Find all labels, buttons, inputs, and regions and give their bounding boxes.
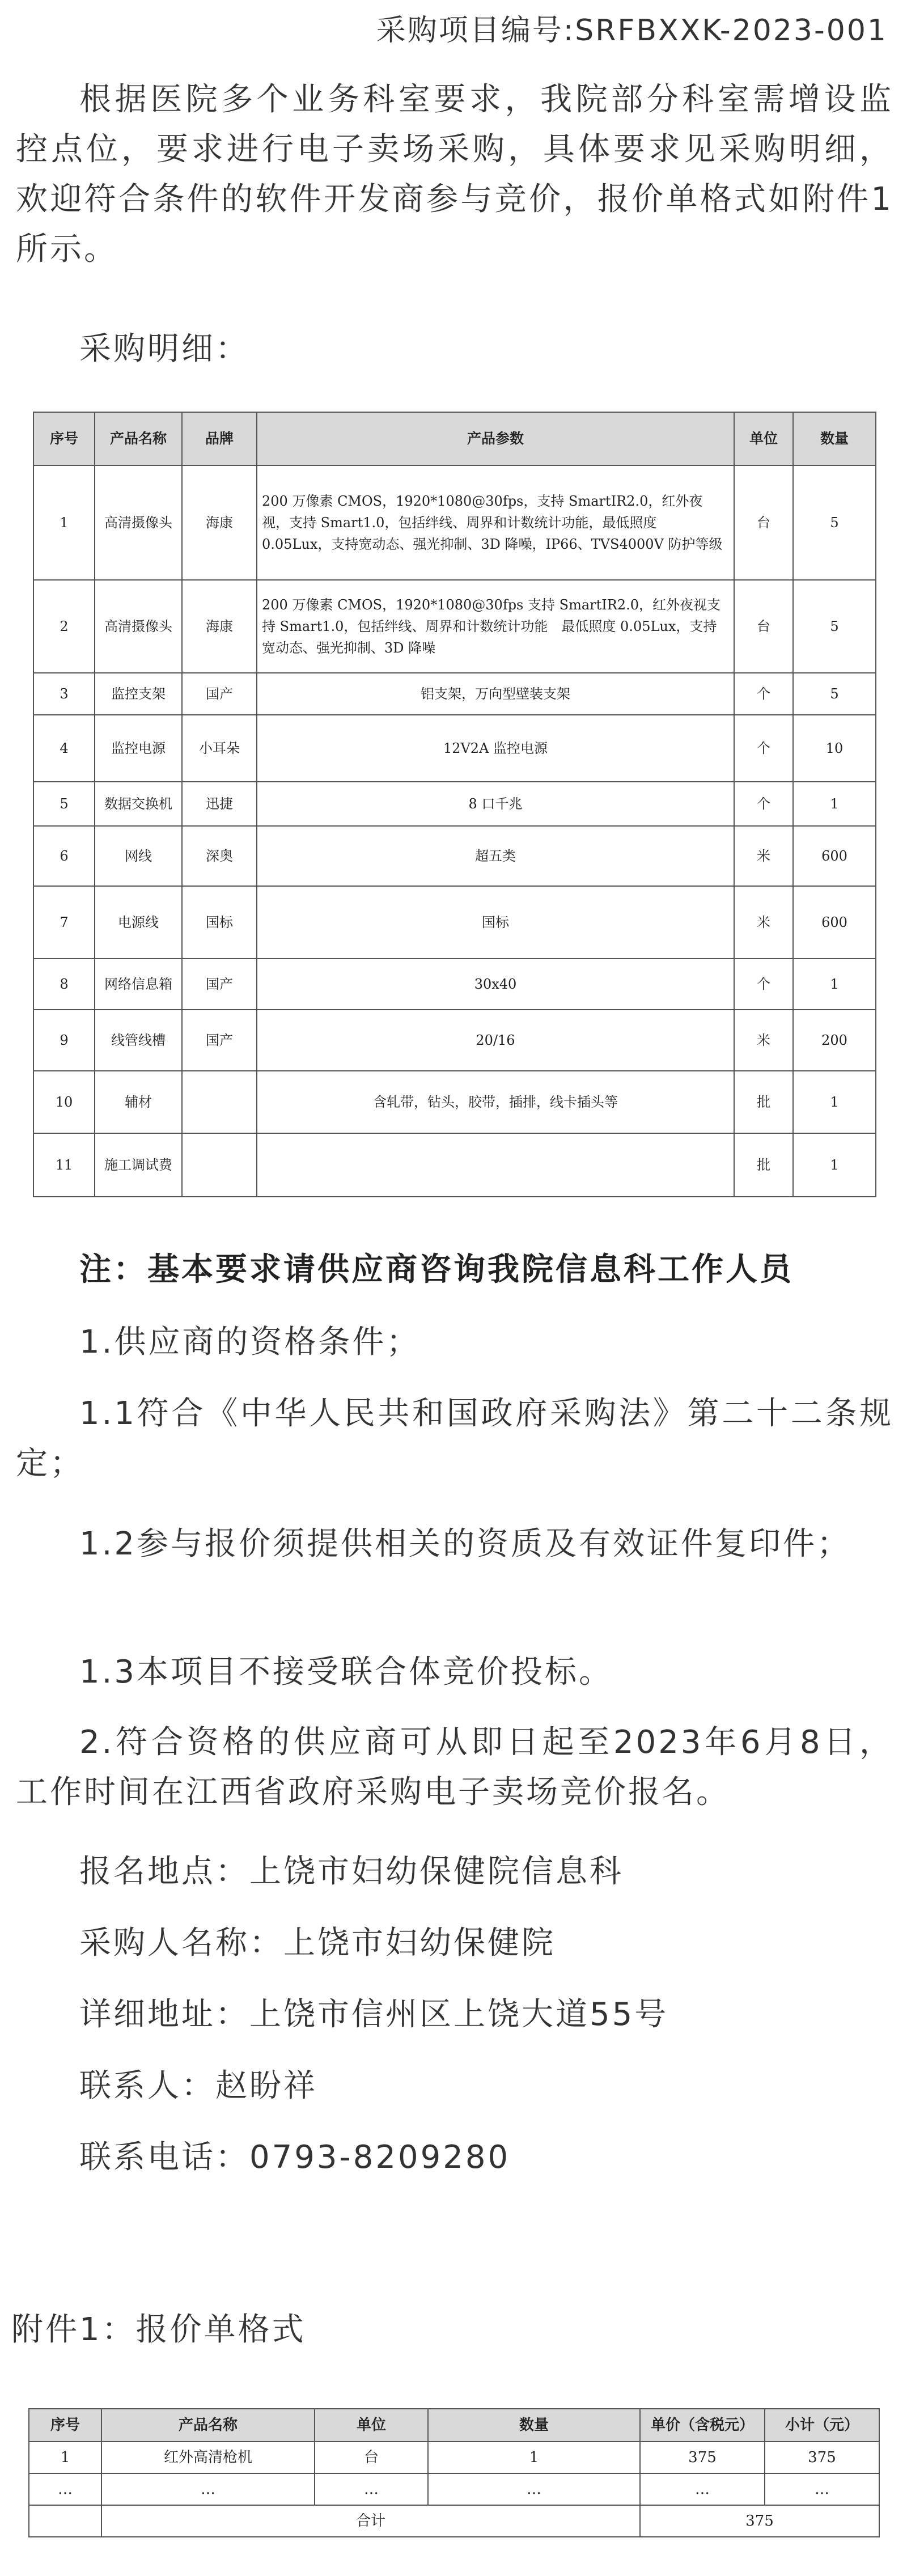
cell-qty: 200 xyxy=(793,1010,876,1071)
header-cell: 单位 xyxy=(315,2409,428,2442)
quote-cell: 台 xyxy=(315,2442,428,2473)
cell-brand: 小耳朵 xyxy=(182,715,257,782)
attachment-title: 附件1：报价单格式 xyxy=(11,2311,306,2348)
cell-qty: 600 xyxy=(793,886,876,959)
table-row xyxy=(33,465,876,580)
cell-no: 1 xyxy=(33,465,95,580)
header-cell: 序号 xyxy=(33,412,95,465)
detail-heading: 采购明细： xyxy=(79,331,249,367)
cell-brand: 国产 xyxy=(182,1010,257,1071)
cell-unit: 个 xyxy=(734,715,793,782)
cell-name: 网络信息箱 xyxy=(95,959,182,1010)
cell-params: 200 万像素 CMOS，1920*1080@30fps 支持 SmartIR2.0，红外夜视支持 Smart1.0，包括绊线、周界和计数统计功能 最低照度 0.05Lux，支持宽动态、强光抑制、3D 降噪 xyxy=(257,580,734,673)
cell-name: 网线 xyxy=(95,826,182,886)
cell-name: 监控支架 xyxy=(95,673,182,715)
cell-brand: 海康 xyxy=(182,580,257,673)
cell-qty: 1 xyxy=(793,1071,876,1133)
qualification-1-1: 1.1符合《中华人民共和国政府采购法》第二十二条规定； xyxy=(16,1395,893,1482)
quote-table xyxy=(28,2408,880,2537)
cell-params: 20/16 xyxy=(257,1010,734,1071)
cell-name: 电源线 xyxy=(95,886,182,959)
quote-cell: … xyxy=(428,2473,640,2505)
cell-qty: 600 xyxy=(793,826,876,886)
header-cell: 单价（含税元） xyxy=(640,2409,765,2442)
table-row xyxy=(33,1010,876,1071)
header-cell: 单位 xyxy=(734,412,793,465)
quote-cell: 375 xyxy=(640,2442,765,2473)
cell-brand: 迅捷 xyxy=(182,782,257,826)
cell-no: 3 xyxy=(33,673,95,715)
cell-params: 铝支架，万向型壁装支架 xyxy=(257,673,734,715)
cell-no: 11 xyxy=(33,1133,95,1197)
procurement-detail-table xyxy=(33,412,876,1197)
cell-unit: 个 xyxy=(734,959,793,1010)
header-cell: 产品名称 xyxy=(101,2409,315,2442)
cell-unit: 台 xyxy=(734,580,793,673)
buyer-name: 采购人名称：上饶市妇幼保健院 xyxy=(79,1925,556,1961)
cell-no: 5 xyxy=(33,782,95,826)
header-cell: 产品参数 xyxy=(257,412,734,465)
cell-params: 国标 xyxy=(257,886,734,959)
cell-qty: 1 xyxy=(793,782,876,826)
cell-unit: 批 xyxy=(734,1071,793,1133)
cell-params: 超五类 xyxy=(257,826,734,886)
qualification-1-2: 1.2参与报价须提供相关的资质及有效证件复印件； xyxy=(79,1526,851,1562)
cell-brand: 国标 xyxy=(182,886,257,959)
cell-unit: 米 xyxy=(734,826,793,886)
table-row xyxy=(33,886,876,959)
qualification-1-3: 1.3本项目不接受联合体竞价投标。 xyxy=(79,1654,613,1690)
cell-params: 8 口千兆 xyxy=(257,782,734,826)
cell-brand: 国产 xyxy=(182,959,257,1010)
cell-no: 9 xyxy=(33,1010,95,1071)
registration-place: 报名地点：上饶市妇幼保健院信息科 xyxy=(79,1853,624,1890)
cell-qty: 1 xyxy=(793,959,876,1010)
cell-brand: 国产 xyxy=(182,673,257,715)
quote-cell: … xyxy=(315,2473,428,2505)
header-cell: 数量 xyxy=(793,412,876,465)
table-row xyxy=(33,715,876,782)
quote-cell: 1 xyxy=(428,2442,640,2473)
cell-qty: 5 xyxy=(793,580,876,673)
table-row xyxy=(33,959,876,1010)
cell-unit: 台 xyxy=(734,465,793,580)
cell-params: 含轧带，钻头，胶带，插排，线卡插头等 xyxy=(257,1071,734,1133)
cell-unit: 批 xyxy=(734,1133,793,1197)
cell-qty: 5 xyxy=(793,673,876,715)
header-cell: 品牌 xyxy=(182,412,257,465)
registration-deadline: 2.符合资格的供应商可从即日起至2023年6月8日，工作时间在江西省政府采购电子卖场竞价报名。 xyxy=(16,1724,893,1811)
cell-name: 数据交换机 xyxy=(95,782,182,826)
cell-brand: 深奥 xyxy=(182,826,257,886)
cell-unit: 米 xyxy=(734,886,793,959)
cell-params: 30x40 xyxy=(257,959,734,1010)
cell-name: 高清摄像头 xyxy=(95,580,182,673)
contact-person: 联系人：赵盼祥 xyxy=(79,2067,317,2104)
total-label: 合计 xyxy=(101,2505,640,2537)
quote-cell: … xyxy=(765,2473,879,2505)
header-cell: 小计（元） xyxy=(765,2409,879,2442)
cell-brand xyxy=(182,1071,257,1133)
cell-params: 12V2A 监控电源 xyxy=(257,715,734,782)
qualification-heading: 1.供应商的资格条件； xyxy=(79,1324,421,1361)
detailed-address: 详细地址：上饶市信州区上饶大道55号 xyxy=(79,1996,669,2033)
cell-name: 线管线槽 xyxy=(95,1010,182,1071)
table-row xyxy=(33,1071,876,1133)
cell-no: 10 xyxy=(33,1071,95,1133)
cell-no: 7 xyxy=(33,886,95,959)
cell-name: 辅材 xyxy=(95,1071,182,1133)
header-cell: 序号 xyxy=(29,2409,101,2442)
cell-name: 高清摄像头 xyxy=(95,465,182,580)
quote-row xyxy=(29,2473,879,2505)
intro-paragraph: 根据医院多个业务科室要求，我院部分科室需增设监控点位，要求进行电子卖场采购，具体要求见采购明细，欢迎符合条件的软件开发商参与竞价，报价单格式如附件1所示。 xyxy=(16,81,893,268)
quote-cell: 375 xyxy=(765,2442,879,2473)
header-cell: 产品名称 xyxy=(95,412,182,465)
note-line: 注：基本要求请供应商咨询我院信息科工作人员 xyxy=(79,1251,794,1288)
cell-no: 2 xyxy=(33,580,95,673)
quote-cell: … xyxy=(29,2473,101,2505)
table-row xyxy=(33,826,876,886)
header-cell: 数量 xyxy=(428,2409,640,2442)
quote-cell: … xyxy=(101,2473,315,2505)
cell-brand: 海康 xyxy=(182,465,257,580)
cell-no: 8 xyxy=(33,959,95,1010)
cell-no: 6 xyxy=(33,826,95,886)
table-row xyxy=(33,782,876,826)
quote-total-row xyxy=(29,2505,879,2537)
total-value: 375 xyxy=(640,2505,879,2537)
table-row xyxy=(33,673,876,715)
cell-name: 监控电源 xyxy=(95,715,182,782)
quote-row xyxy=(29,2442,879,2473)
table-row xyxy=(33,580,876,673)
quote-cell: … xyxy=(640,2473,765,2505)
cell-params: 200 万像素 CMOS，1920*1080@30fps，支持 SmartIR2.0，红外夜视，支持 Smart1.0，包括绊线、周界和计数统计功能，最低照度 0.05Lux，支持宽动态、强光抑制、3D 降噪，IP66、TVS4000V 防护等级 xyxy=(257,465,734,580)
cell-brand xyxy=(182,1133,257,1197)
cell-unit: 米 xyxy=(734,1010,793,1071)
cell-params xyxy=(257,1133,734,1197)
cell-unit: 个 xyxy=(734,782,793,826)
quote-cell: 红外高清枪机 xyxy=(101,2442,315,2473)
table-header-row xyxy=(33,412,876,465)
project-code: 采购项目编号:SRFBXXK-2023-001 xyxy=(376,14,888,48)
quote-cell xyxy=(29,2505,101,2537)
cell-no: 4 xyxy=(33,715,95,782)
quote-cell: 1 xyxy=(29,2442,101,2473)
cell-unit: 个 xyxy=(734,673,793,715)
cell-name: 施工调试费 xyxy=(95,1133,182,1197)
table-row xyxy=(33,1133,876,1197)
contact-phone: 联系电话：0793-8209280 xyxy=(79,2139,511,2176)
cell-qty: 10 xyxy=(793,715,876,782)
cell-qty: 1 xyxy=(793,1133,876,1197)
cell-qty: 5 xyxy=(793,465,876,580)
quote-header-row xyxy=(29,2409,879,2442)
